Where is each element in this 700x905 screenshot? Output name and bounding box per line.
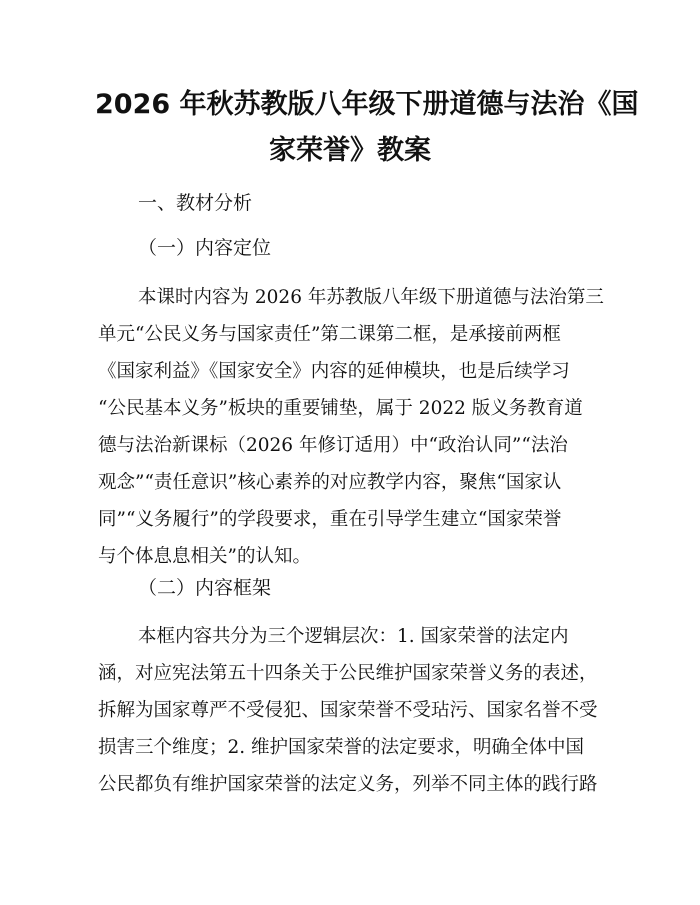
paragraph-line: 涵，对应宪法第五十四条关于公民维护国家荣誉义务的表述， — [98, 663, 598, 684]
paragraph-line: 本课时内容为 2026 年苏教版八年级下册道德与法治第三 — [138, 287, 604, 308]
paragraph-line: 公民都负有维护国家荣誉的法定义务，列举不同主体的践行路 — [98, 774, 598, 795]
paragraph-line: 同”“义务履行”的学段要求，重在引导学生建立“国家荣誉 — [98, 509, 562, 530]
paragraph-line: 损害三个维度；2. 维护国家荣誉的法定要求，明确全体中国 — [98, 737, 585, 758]
paragraph-line: “公民基本义务”板块的重要铺垫，属于 2022 版义务教育道 — [98, 398, 583, 419]
paragraph-line: 拆解为国家尊严不受侵犯、国家荣誉不受玷污、国家名誉不受 — [98, 700, 598, 721]
subsection-heading-content-positioning: （一）内容定位 — [138, 237, 272, 259]
paragraph-line: 单元“公民义务与国家责任”第二课第二框，是承接前两框 — [98, 324, 561, 345]
document-title-line-1: 2026 年秋苏教版八年级下册道德与法治《国 — [95, 89, 639, 120]
paragraph-line: 本框内容共分为三个逻辑层次：1. 国家荣誉的法定内 — [138, 626, 569, 647]
paragraph-line: 观念”“责任意识”核心素养的对应教学内容，聚焦“国家认 — [98, 472, 562, 493]
section-heading-textbook-analysis: 一、教材分析 — [138, 192, 253, 214]
paragraph-line: 德与法治新课标（2026 年修订适用）中“政治认同”“法治 — [98, 435, 568, 456]
document-title-line-2: 家荣誉》教案 — [269, 135, 431, 166]
paragraph-line: 《国家利益》《国家安全》内容的延伸模块，也是后续学习 — [98, 361, 570, 382]
subsection-heading-content-framework: （二）内容框架 — [138, 577, 272, 599]
paragraph-line: 与个体息息相关”的认知。 — [98, 546, 311, 567]
